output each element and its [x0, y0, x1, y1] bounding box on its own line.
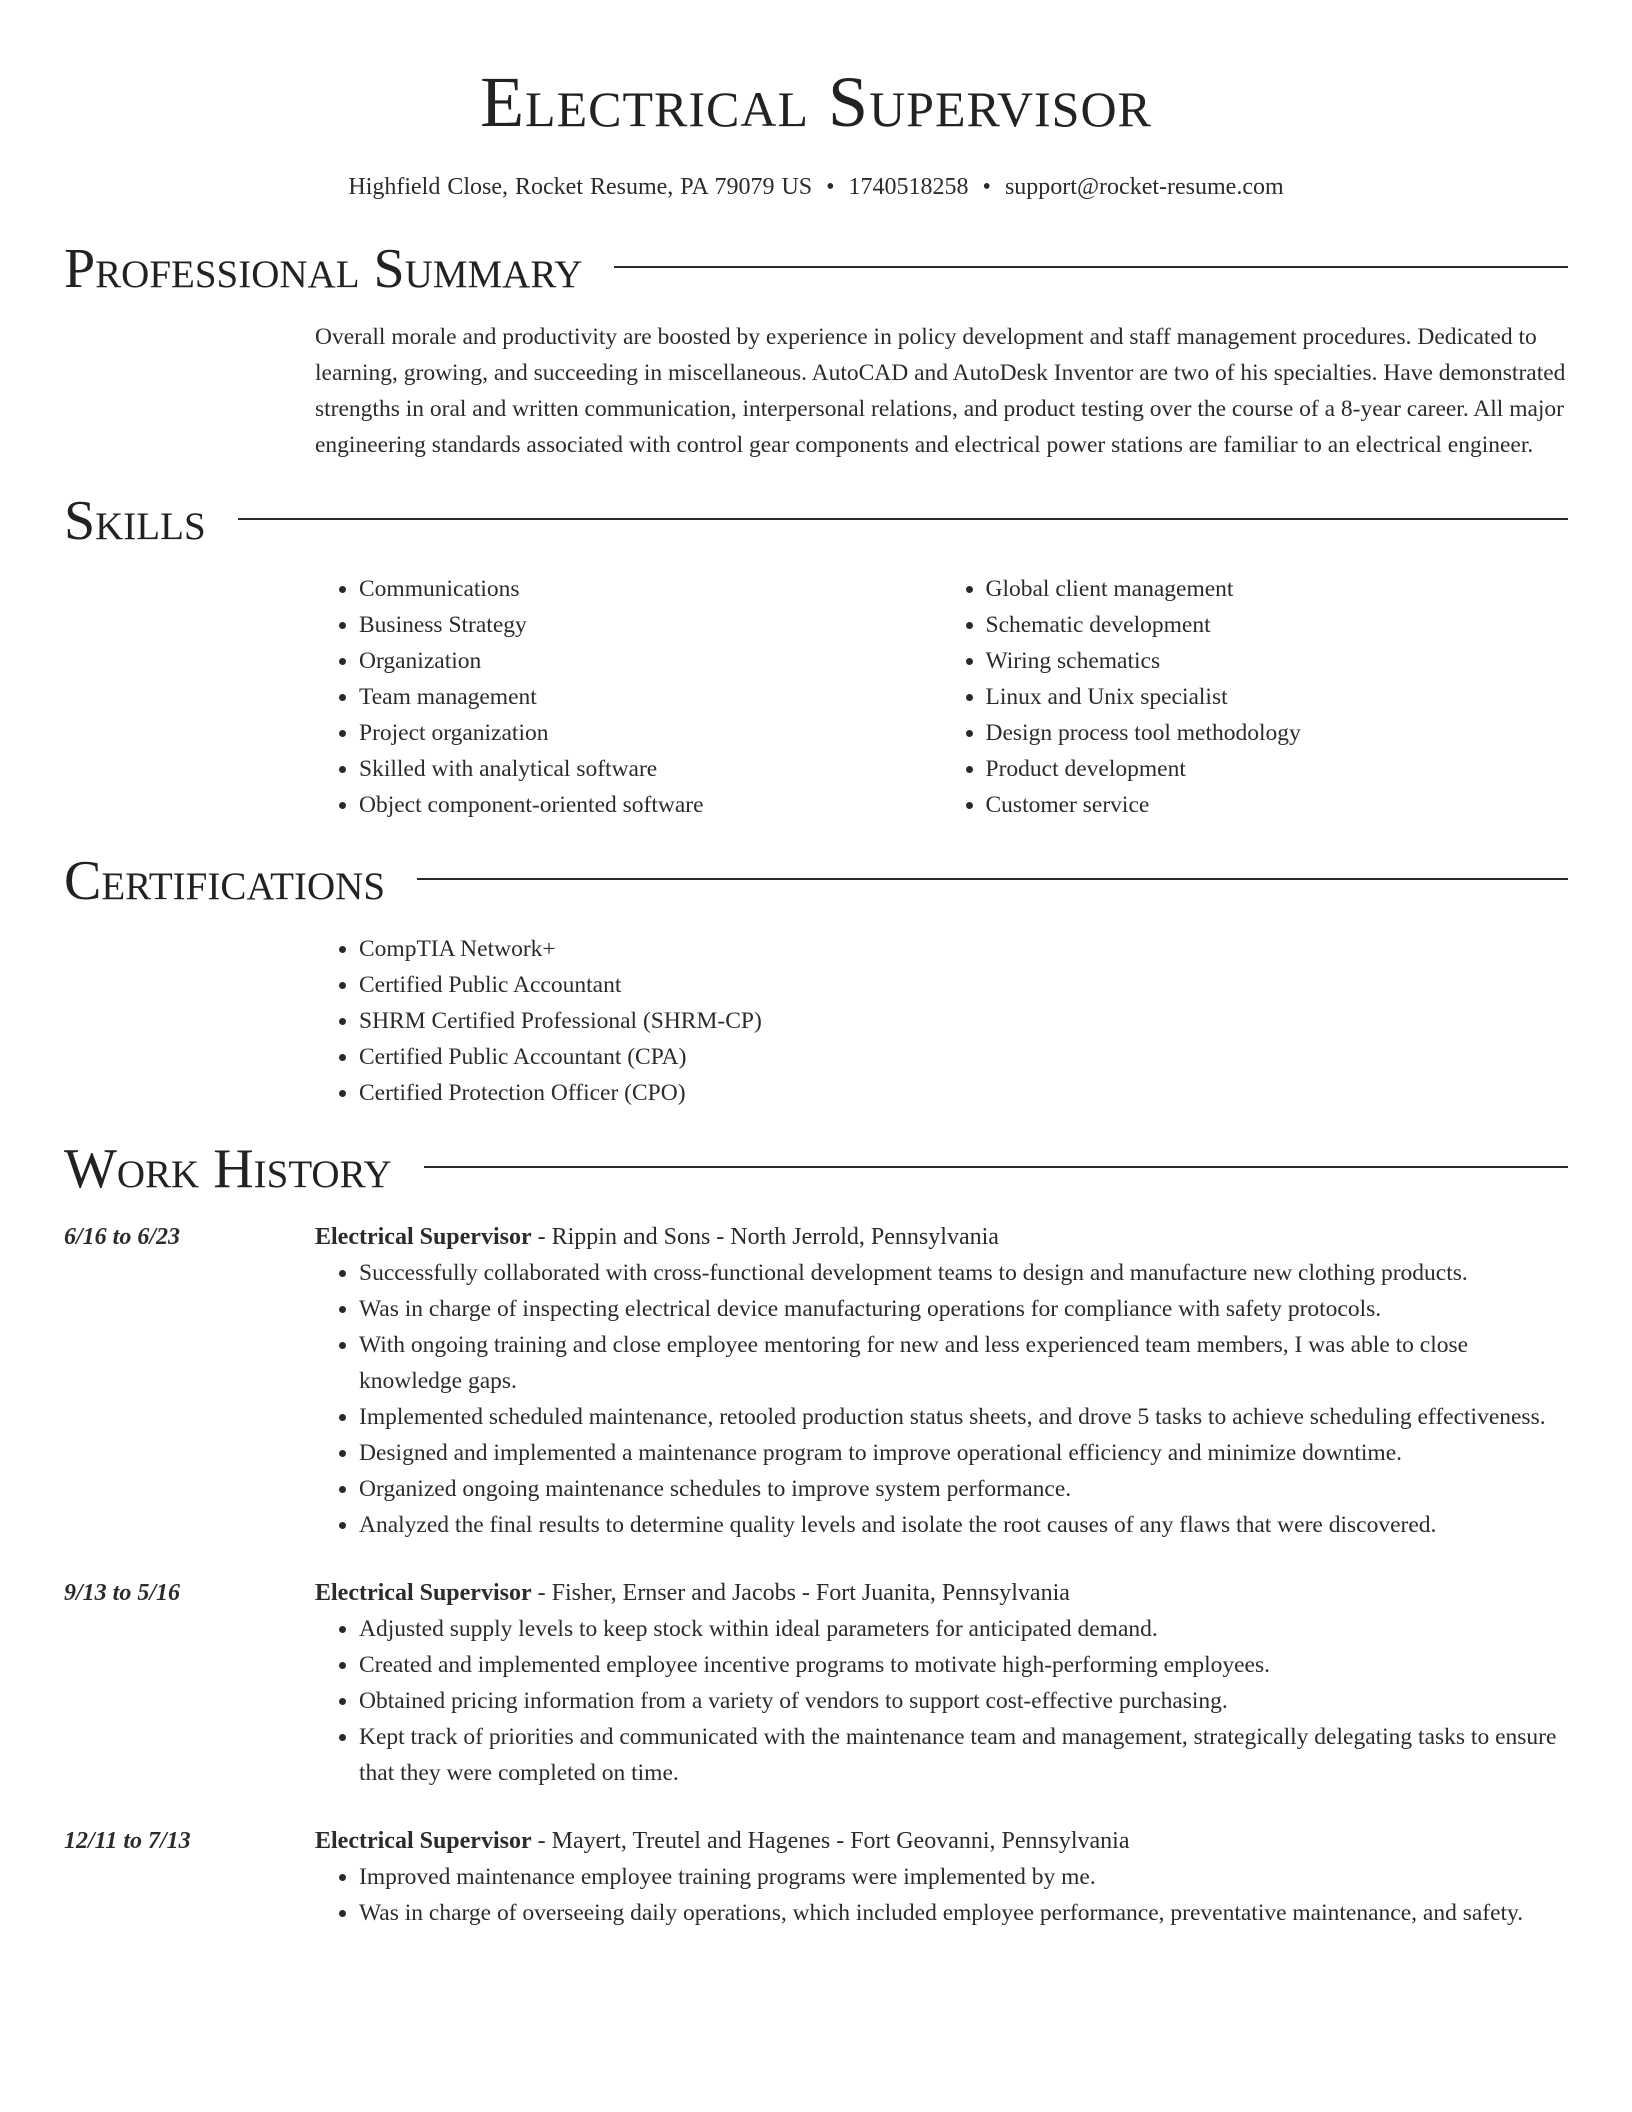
- job-heading: [315, 1575, 1568, 1611]
- job-entry: [64, 1575, 1568, 1791]
- job-company: - Mayert, Treutel and Hagenes - Fort Geovanni, Pennsylvania: [531, 1828, 1130, 1854]
- skills-title: Skills: [64, 490, 206, 552]
- section-divider: [417, 878, 1568, 880]
- job-bullet: • Successfully collaborated with cross-functional development teams to design and manufacture new clothing products.: [359, 1255, 1568, 1291]
- skill-item: • Team management: [359, 679, 942, 715]
- job-bullet: • Created and implemented employee incentive programs to motivate high-performing employees.: [359, 1647, 1568, 1683]
- skills-list-left: [315, 571, 942, 823]
- contact-line: [64, 174, 1568, 201]
- job-bullet: • Adjusted supply levels to keep stock within ideal parameters for anticipated demand.: [359, 1611, 1568, 1647]
- skill-item: • Wiring schematics: [986, 643, 1569, 679]
- job-entry: [64, 1219, 1568, 1543]
- job-dates: 9/13 to 5/16: [64, 1580, 181, 1606]
- skill-item: • Business Strategy: [359, 607, 942, 643]
- resume-name: Electrical Supervisor: [480, 62, 1152, 142]
- work-section-header: [64, 1138, 1568, 1200]
- job-bullet: • Was in charge of overseeing daily operations, which included employee performance, preventative maintenance, and safety.: [359, 1895, 1568, 1931]
- job-heading: [315, 1219, 1568, 1255]
- skills-grid: [315, 571, 1568, 823]
- job-bullet: • Obtained pricing information from a variety of vendors to support cost-effective purchasing.: [359, 1683, 1568, 1719]
- certification-item: • Certified Public Accountant (CPA): [359, 1039, 1568, 1075]
- job-dates: 12/11 to 7/13: [64, 1828, 191, 1854]
- skills-list-right: [942, 571, 1569, 823]
- job-bullets: [315, 1611, 1568, 1791]
- contact-email: support@rocket-resume.com: [1004, 174, 1284, 200]
- job-entry: [64, 1823, 1568, 1931]
- certification-item: • CompTIA Network+: [359, 931, 1568, 967]
- skill-item: • Object component-oriented software: [359, 787, 942, 823]
- job-bullet: • Analyzed the final results to determine quality levels and isolate the root causes of any flaws that were discovered.: [359, 1507, 1568, 1543]
- summary-text: Overall morale and productivity are boosted by experience in policy development and staff management procedures. Dedicated to learning, growing, and succeeding in miscellaneous. AutoCAD and AutoDesk Inventor are two of his specialties. Have demonstrated strengths in oral and written communication, interpersonal relations, and product testing over the course of a 8-year career. All major engineering standards associated with control gear components and electrical power stations are familiar to an electrical engineer.: [315, 324, 1566, 458]
- section-divider: [614, 266, 1568, 268]
- skill-item: • Communications: [359, 571, 942, 607]
- skill-item: • Customer service: [986, 787, 1569, 823]
- certification-item: • Certified Protection Officer (CPO): [359, 1075, 1568, 1111]
- summary-title: Professional Summary: [64, 238, 583, 300]
- job-company: - Fisher, Ernser and Jacobs - Fort Juanita, Pennsylvania: [531, 1580, 1070, 1606]
- contact-phone: 1740518258: [848, 174, 969, 200]
- skill-item: • Linux and Unix specialist: [986, 679, 1569, 715]
- skill-item: • Schematic development: [986, 607, 1569, 643]
- job-bullets: [315, 1255, 1568, 1543]
- job-company: - Rippin and Sons - North Jerrold, Pennsylvania: [531, 1224, 999, 1250]
- job-role: Electrical Supervisor: [315, 1580, 532, 1606]
- section-divider: [238, 518, 1568, 520]
- skill-item: • Skilled with analytical software: [359, 751, 942, 787]
- job-heading: [315, 1823, 1568, 1859]
- job-dates: 6/16 to 6/23: [64, 1224, 181, 1250]
- skill-item: • Design process tool methodology: [986, 715, 1569, 751]
- job-role: Electrical Supervisor: [315, 1828, 532, 1854]
- skills-section-header: [64, 490, 1568, 552]
- job-bullet: • Kept track of priorities and communicated with the maintenance team and management, strategically delegating tasks to ensure that they were completed on time.: [359, 1719, 1568, 1791]
- section-divider: [424, 1166, 1568, 1168]
- certification-item: • SHRM Certified Professional (SHRM-CP): [359, 1003, 1568, 1039]
- job-bullet: • Implemented scheduled maintenance, retooled production status sheets, and drove 5 tasks to achieve scheduling effectiveness.: [359, 1399, 1568, 1435]
- job-bullet: • Improved maintenance employee training programs were implemented by me.: [359, 1859, 1568, 1895]
- contact-separator: •: [826, 174, 835, 200]
- summary-section-header: [64, 238, 1568, 300]
- contact-address: Highfield Close, Rocket Resume, PA 79079 US: [348, 174, 813, 200]
- skill-item: • Global client management: [986, 571, 1569, 607]
- job-role: Electrical Supervisor: [315, 1224, 532, 1250]
- skill-item: • Project organization: [359, 715, 942, 751]
- skill-item: • Product development: [986, 751, 1569, 787]
- job-bullet: • Was in charge of inspecting electrical device manufacturing operations for compliance with safety protocols.: [359, 1291, 1568, 1327]
- job-details: [315, 1575, 1568, 1791]
- job-bullets: [315, 1859, 1568, 1931]
- certifications-list: [315, 931, 1568, 1111]
- certifications-title: Certifications: [64, 850, 386, 912]
- job-bullet: • Designed and implemented a maintenance program to improve operational efficiency and minimize downtime.: [359, 1435, 1568, 1471]
- job-bullet: • With ongoing training and close employee mentoring for new and less experienced team members, I was able to close knowledge gaps.: [359, 1327, 1568, 1399]
- certification-item: • Certified Public Accountant: [359, 967, 1568, 1003]
- certifications-section-header: [64, 850, 1568, 912]
- skill-item: • Organization: [359, 643, 942, 679]
- job-details: [315, 1219, 1568, 1543]
- work-title: Work History: [64, 1138, 392, 1200]
- job-bullet: • Organized ongoing maintenance schedules to improve system performance.: [359, 1471, 1568, 1507]
- job-details: [315, 1823, 1568, 1931]
- work-history-list: [64, 1219, 1568, 1931]
- contact-separator: •: [982, 174, 991, 200]
